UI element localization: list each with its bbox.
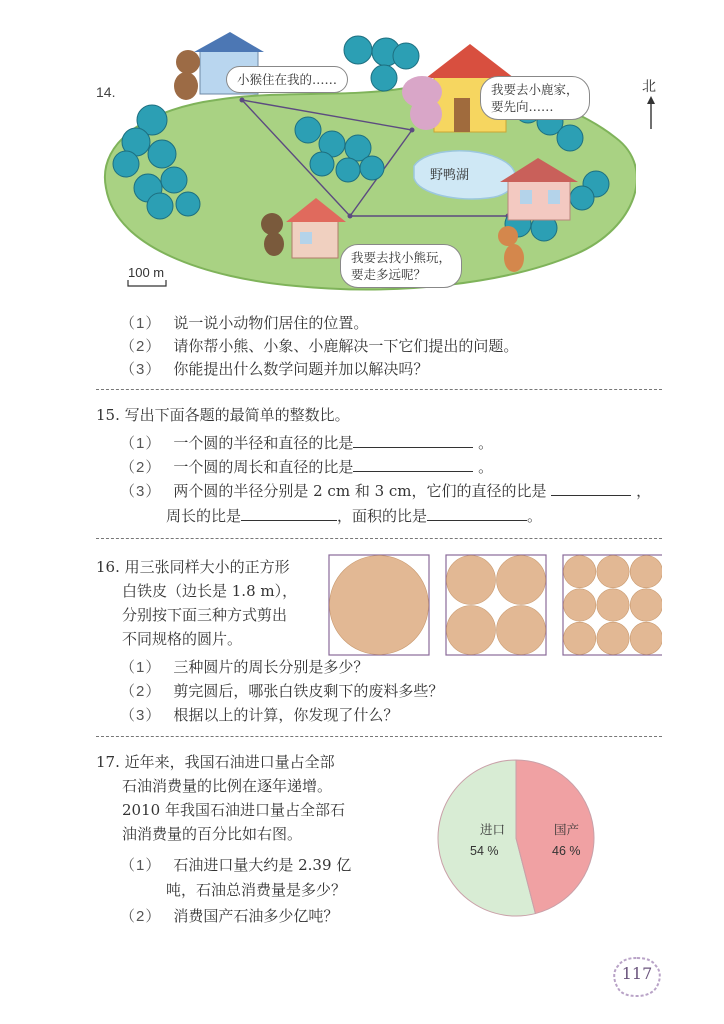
lake-label: 野鸭湖 — [430, 168, 470, 183]
bear-character — [174, 50, 200, 100]
q16-sub-2: （2） 剪完圆后，哪张白铁皮剩下的废料多些？ — [120, 682, 444, 700]
q16-sub-3: （3） 根据以上的计算，你发现了什么？ — [120, 706, 399, 724]
scale-bar — [128, 280, 166, 286]
elephant-speech-bubble: 我要去小鹿家， 要先向…… — [480, 76, 590, 120]
q17-sub-2: （2） 消费国产石油多少亿吨？ — [120, 907, 339, 925]
cut-circle — [564, 589, 596, 621]
q14-number: 14. — [96, 84, 116, 100]
divider — [96, 538, 662, 539]
q17-text: 17. 近年来，我国石油进口量占全部 石油消费量的比例在逐年递增。 2010 年我国石油进口量占全部石 油消费量的百分比如右图。 — [96, 753, 345, 843]
answer-blank[interactable] — [551, 481, 631, 496]
answer-blank[interactable] — [353, 433, 473, 448]
q15-sub-2: （2） 一个圆的周长和直径的比是 。 — [120, 458, 494, 476]
page-number: 117 — [621, 964, 653, 983]
cut-circle — [447, 556, 496, 605]
answer-blank[interactable] — [427, 506, 527, 521]
q15-sub-3: （3） 两个圆的半径分别是 2 cm 和 3 cm，它们的直径的比是 ， — [120, 482, 652, 500]
cut-circle — [447, 606, 496, 655]
cut-circle — [497, 606, 546, 655]
divider — [96, 389, 662, 390]
tin-sheet-diagram — [328, 554, 662, 656]
cut-circle — [597, 589, 629, 621]
pie-value-domestic: 46 % — [552, 844, 581, 858]
q14-sub-2: （2） 请你帮小熊、小象、小鹿解决一下它们提出的问题。 — [120, 337, 519, 355]
oil-pie-chart — [436, 748, 596, 928]
deer-speech-bubble: 我要去找小熊玩， 要走多远呢？ — [340, 244, 462, 288]
pie-label-import: 进口 — [480, 822, 506, 837]
scale-label: 100 m — [128, 265, 165, 280]
q15-sub-3-line2: 周长的比是 ，面积的比是 。 — [166, 507, 543, 525]
answer-blank[interactable] — [353, 457, 473, 472]
q16-text: 16. 用三张同样大小的正方形 白铁皮（边长是 1.8 m）， 分别按下面三种方式剪出 不同规格的圆片。 — [96, 558, 298, 648]
q15-title: 15. 写出下面各题的最简单的整数比。 — [96, 406, 350, 424]
answer-blank[interactable] — [241, 506, 337, 521]
q14-sub-3: （3） 你能提出什么数学问题并加以解决吗？ — [120, 360, 429, 378]
cut-circle — [630, 589, 662, 621]
q15-sub-1: （1） 一个圆的半径和直径的比是 。 — [120, 434, 494, 452]
cut-circle — [564, 556, 596, 588]
q17-sub-1: （1） 石油进口量大约是 2.39 亿 吨，石油总消费量是多少？ — [120, 856, 352, 899]
north-arrow-icon — [644, 96, 658, 130]
cut-circle — [330, 556, 429, 655]
q14-sub-1: （1） 说一说小动物们居住的位置。 — [120, 314, 369, 332]
north-label: 北 — [642, 78, 656, 94]
cut-circle — [630, 622, 662, 654]
divider — [96, 736, 662, 737]
cut-circle — [597, 556, 629, 588]
cut-circle — [564, 622, 596, 654]
cut-circle — [597, 622, 629, 654]
monkey-speech-bubble: 小猴住在我的…… — [226, 66, 348, 93]
cut-circle — [497, 556, 546, 605]
q16-sub-1: （1） 三种圆片的周长分别是多少？ — [120, 658, 369, 676]
cut-circle — [630, 556, 662, 588]
pie-value-import: 54 % — [470, 844, 499, 858]
pie-label-domestic: 国产 — [554, 822, 580, 837]
